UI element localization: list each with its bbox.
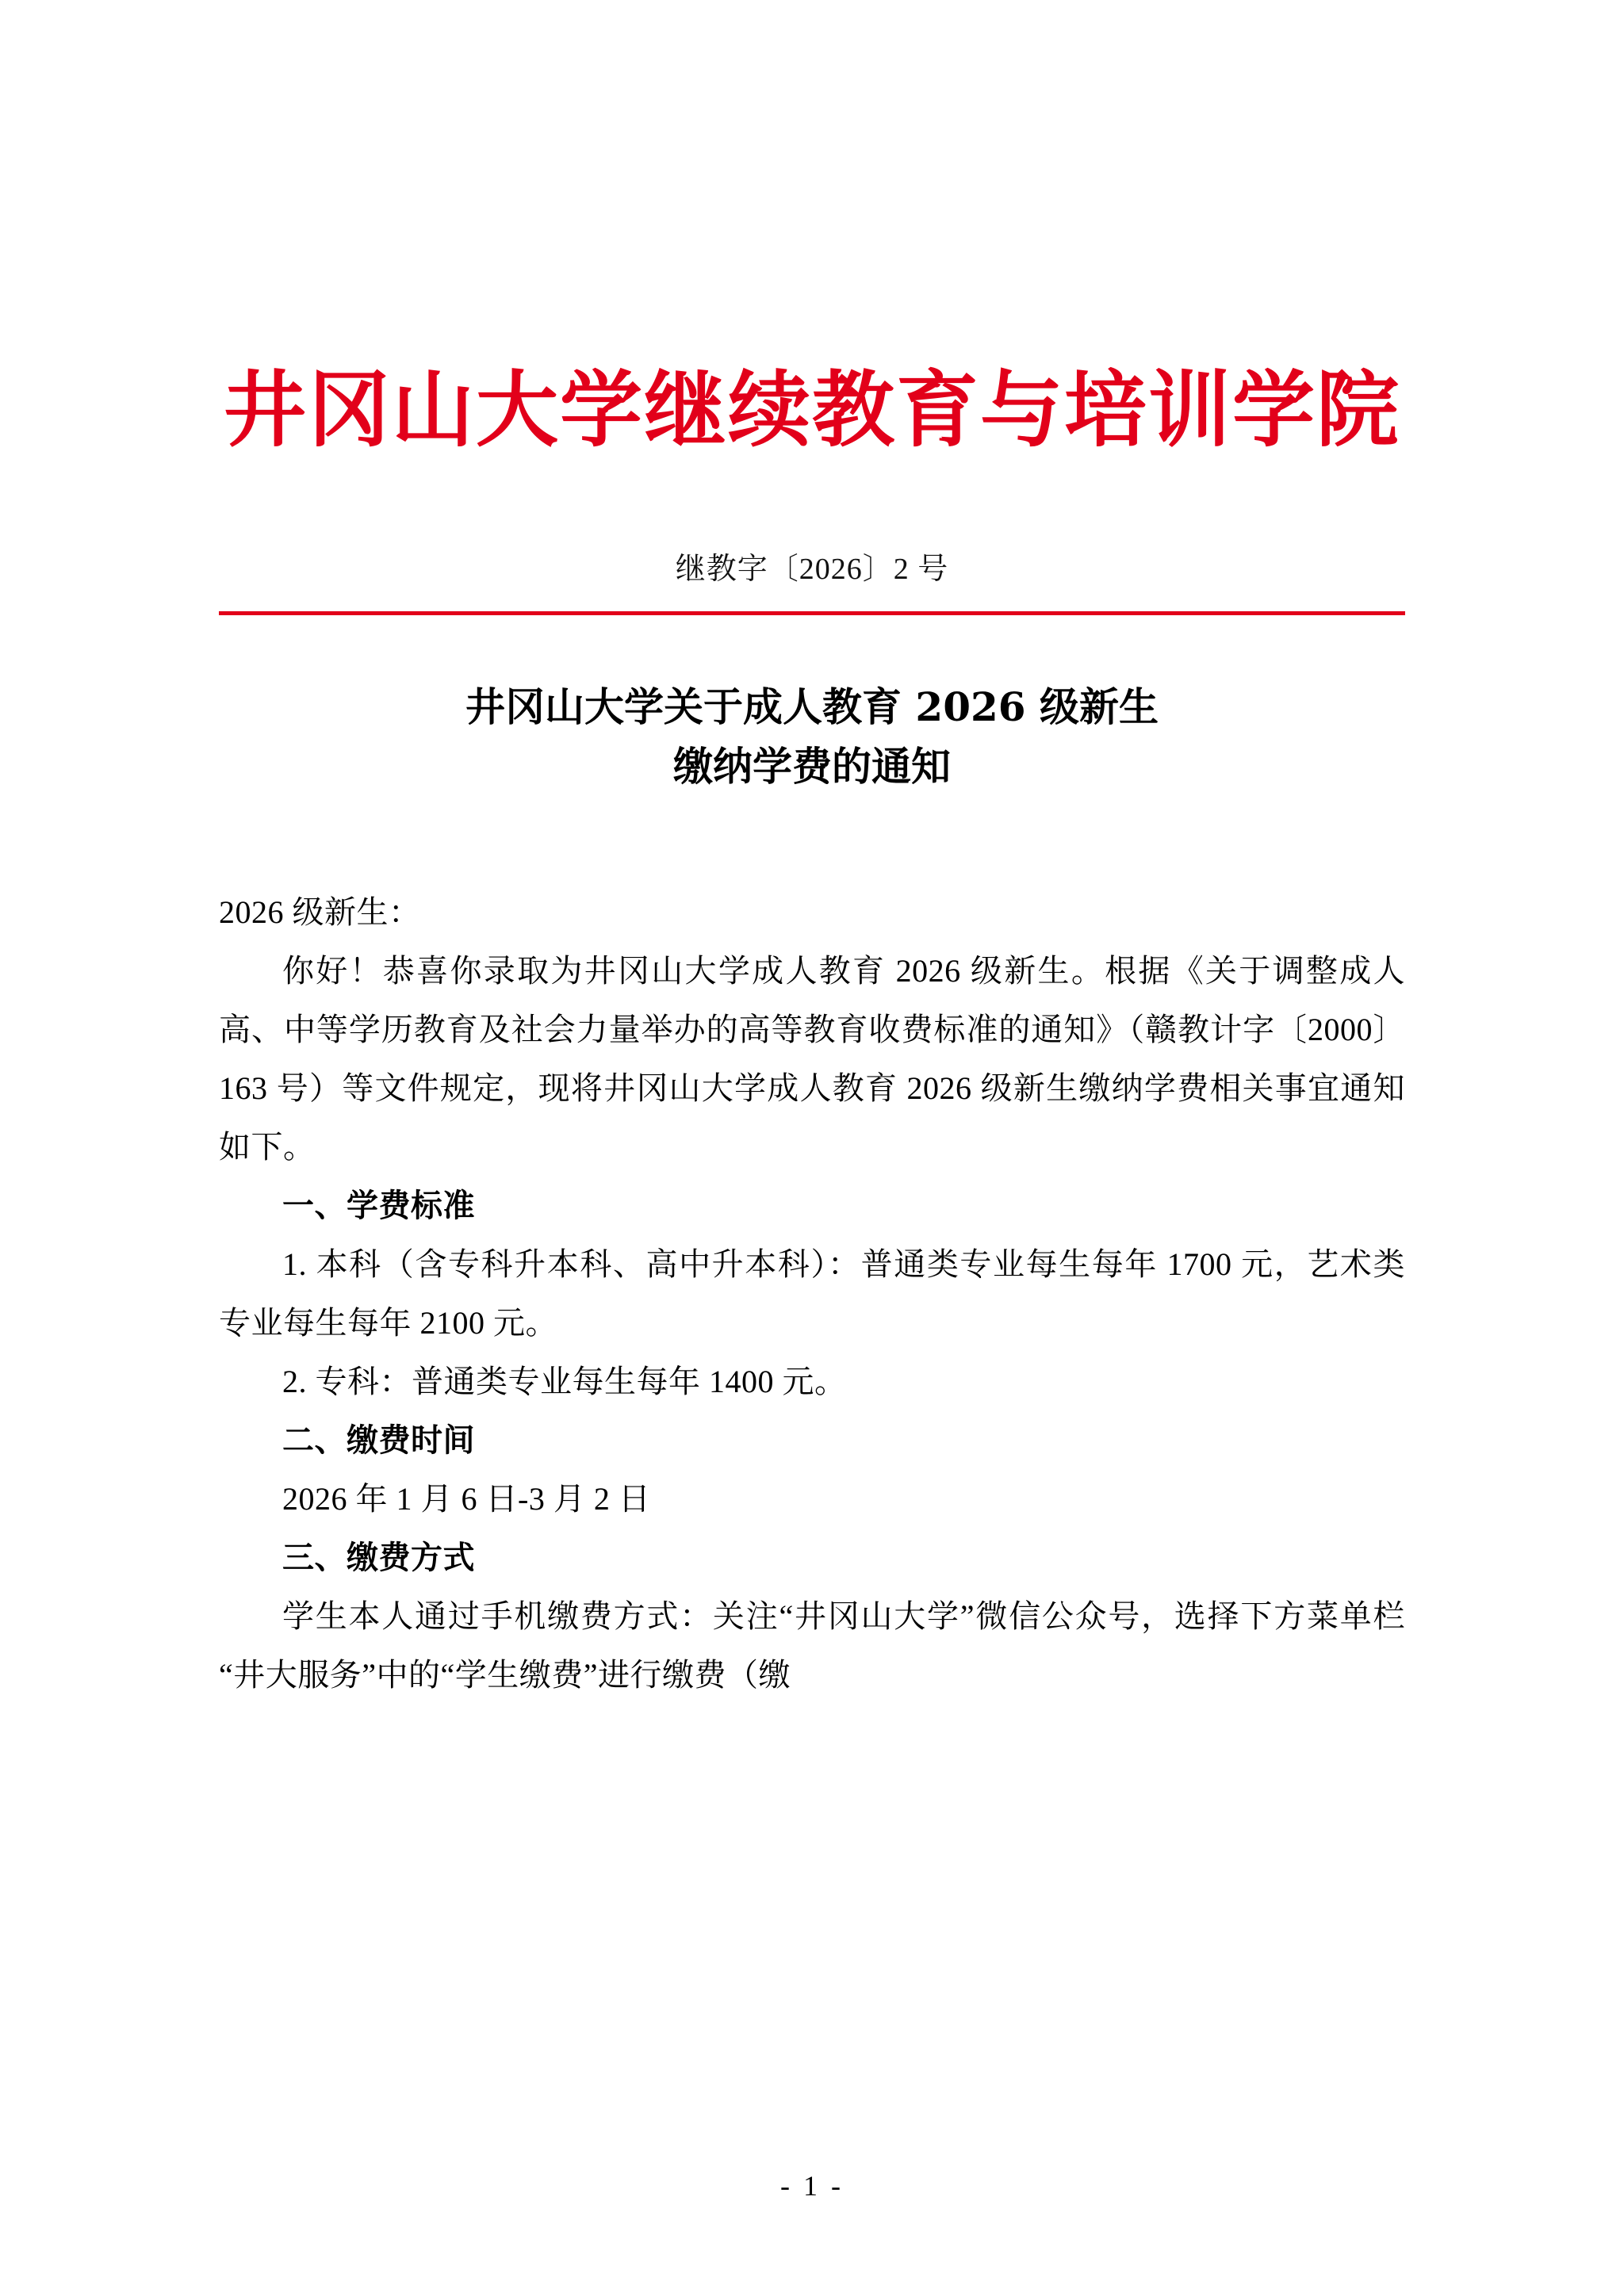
- paragraph-intro: 你好！恭喜你录取为井冈山大学成人教育 2026 级新生。根据《关于调整成人高、中等学历教育及社会力量举办的高等教育收费标准的通知》（赣教计字〔2000〕163 号）等文件规定，现将井冈山大学成人教育 2026 级新生缴纳学费相关事宜通知如下。: [219, 953, 1405, 1165]
- document-title-line-1: 井冈山大学关于成人教育 2026 级新生: [465, 683, 1159, 731]
- paragraph-payment-period: 2026 年 1 月 6 日-3 月 2 日: [282, 1481, 651, 1517]
- section-heading-payment-method: 三、缴费方式: [282, 1539, 475, 1577]
- section-heading-payment-period: 二、缴费时间: [282, 1422, 475, 1460]
- document-title: [219, 677, 1405, 796]
- red-divider-rule: [219, 611, 1405, 615]
- paragraph-college-fee: 2. 专科：普通类专业每生每年 1400 元。: [282, 1364, 847, 1400]
- document-title-line-2: 缴纳学费的通知: [673, 743, 951, 790]
- document-body: [219, 883, 1405, 1705]
- paragraph-undergraduate-fee: 1. 本科（含专科升本科、高中升本科）：普通类专业每生每年 1700 元，艺术类专业每生每年 2100 元。: [219, 1246, 1405, 1341]
- document-number: 继教字〔2026〕2 号: [675, 553, 949, 587]
- organization-title: 井冈山大学继续教育与培训学院: [223, 361, 1400, 458]
- section-heading-tuition-standard: 一、学费标准: [282, 1187, 475, 1225]
- salutation: 2026 级新生：: [219, 894, 421, 931]
- page-number-footer: - 1 -: [780, 2170, 844, 2202]
- masthead: [219, 0, 1405, 458]
- paragraph-payment-method: 学生本人通过手机缴费方式：关注“井冈山大学”微信公众号，选择下方菜单栏“井大服务”中的“学生缴费”进行缴费（缴: [219, 1598, 1405, 1693]
